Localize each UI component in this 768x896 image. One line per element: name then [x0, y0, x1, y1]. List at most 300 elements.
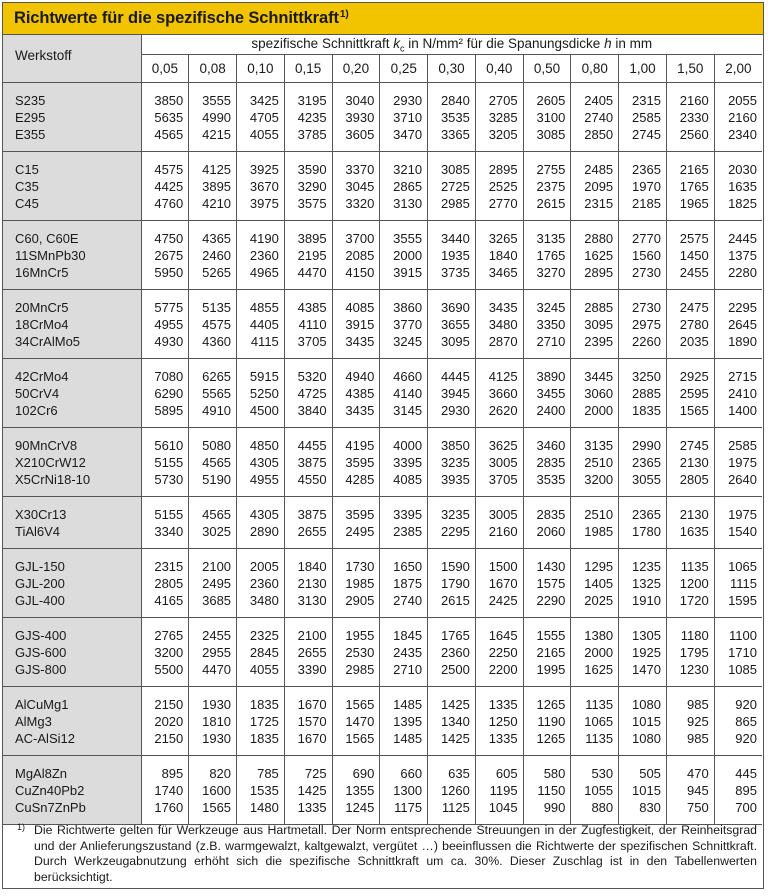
- value-cell: [189, 221, 237, 290]
- force-value: 1245: [345, 799, 375, 815]
- force-value: 3460: [536, 437, 566, 453]
- force-value: 2250: [488, 644, 518, 660]
- force-value: 2905: [345, 592, 375, 608]
- force-value: 925: [686, 713, 709, 729]
- force-value: 2990: [632, 437, 661, 453]
- force-value: 3270: [536, 264, 566, 280]
- material-names-cell: [3, 756, 141, 825]
- force-value: 2575: [679, 230, 709, 246]
- force-value: 2405: [584, 92, 614, 108]
- value-cell: [332, 359, 380, 428]
- force-value: 1560: [632, 247, 661, 263]
- force-value: 2560: [679, 126, 709, 142]
- force-value: 3595: [345, 454, 375, 470]
- force-value: 1995: [536, 661, 566, 677]
- value-cell: [380, 618, 428, 687]
- value-cell: [237, 221, 285, 290]
- force-value: 4285: [345, 471, 375, 487]
- force-value: 1930: [202, 696, 232, 712]
- force-value: 1260: [440, 782, 470, 798]
- value-cell: [666, 221, 714, 290]
- force-value: 1015: [632, 782, 661, 798]
- material-names-cell: [3, 687, 141, 756]
- force-value: 2745: [632, 126, 661, 142]
- value-cell: [237, 497, 285, 549]
- value-cell: [284, 497, 332, 549]
- value-cell: [619, 152, 667, 221]
- value-cell: [189, 549, 237, 618]
- force-value: 4550: [297, 471, 327, 487]
- force-value: 470: [686, 765, 709, 781]
- force-value: 2740: [584, 109, 614, 125]
- material-names-cell: [3, 618, 141, 687]
- thickness-header-cell: 0,15: [284, 55, 332, 83]
- force-value: 1375: [728, 247, 757, 263]
- force-value: 3195: [297, 92, 327, 108]
- force-value: 1485: [393, 696, 423, 712]
- material-name: C60, C60E: [15, 230, 79, 246]
- value-cell: [284, 618, 332, 687]
- force-value: 2435: [393, 644, 423, 660]
- force-value: 1200: [679, 575, 709, 591]
- value-cell: [237, 290, 285, 359]
- force-value: 4190: [249, 230, 279, 246]
- force-value: 2880: [584, 230, 614, 246]
- value-cell: [619, 497, 667, 549]
- force-value: 2485: [584, 161, 614, 177]
- force-value: 1780: [632, 523, 661, 539]
- force-value: 1150: [537, 782, 566, 798]
- force-value: 1195: [489, 782, 518, 798]
- material-name: AlCuMg1: [15, 696, 69, 712]
- force-value: 1480: [249, 799, 279, 815]
- force-value: 2185: [632, 195, 661, 211]
- material-name: 42CrMo4: [15, 368, 69, 384]
- force-value: 3390: [297, 661, 327, 677]
- value-cell: [714, 221, 762, 290]
- force-value: 1840: [297, 558, 327, 574]
- value-cell: [475, 618, 523, 687]
- force-value: 4910: [202, 402, 232, 418]
- force-value: 1760: [154, 799, 184, 815]
- force-value: 2770: [488, 195, 518, 211]
- force-value: 2885: [584, 299, 614, 315]
- value-cell: [237, 152, 285, 221]
- force-value: 1015: [632, 713, 661, 729]
- force-value: 4940: [345, 368, 375, 384]
- force-value: 1055: [584, 782, 614, 798]
- force-value: 1670: [488, 575, 518, 591]
- force-value: 3130: [393, 195, 423, 211]
- value-cell: [475, 549, 523, 618]
- value-cell: [189, 756, 237, 825]
- force-value: 5565: [202, 385, 232, 401]
- force-value: 3895: [297, 230, 327, 246]
- force-value: 445: [735, 765, 757, 781]
- force-value: 3395: [393, 454, 423, 470]
- force-value: 1355: [345, 782, 375, 798]
- force-value: 1325: [632, 575, 661, 591]
- value-cell: [475, 359, 523, 428]
- force-value: 2290: [536, 592, 566, 608]
- force-value: 3285: [488, 109, 518, 125]
- material-name: GJL-150: [15, 558, 65, 574]
- value-cell: [237, 83, 285, 152]
- value-cell: [284, 359, 332, 428]
- force-value: 3595: [345, 506, 375, 522]
- force-value: 2195: [297, 247, 327, 263]
- force-value: 2055: [728, 92, 757, 108]
- force-value: 5135: [202, 299, 232, 315]
- force-value: 945: [686, 782, 709, 798]
- force-value: 2315: [154, 558, 184, 574]
- force-value: 2100: [297, 627, 327, 643]
- value-cell: [284, 549, 332, 618]
- material-group-row: [3, 152, 762, 221]
- force-value: 2730: [632, 264, 661, 280]
- force-value: 2100: [202, 558, 232, 574]
- force-value: 2925: [679, 368, 709, 384]
- force-value: 2165: [679, 161, 709, 177]
- value-cell: [141, 359, 189, 428]
- force-value: 2365: [632, 161, 661, 177]
- force-value: 1725: [249, 713, 279, 729]
- force-value: 2130: [679, 454, 709, 470]
- value-cell: [571, 756, 619, 825]
- value-cell: [714, 549, 762, 618]
- force-value: 3040: [345, 92, 375, 108]
- force-value: 1470: [632, 661, 661, 677]
- force-value: 2160: [488, 523, 518, 539]
- force-value: 2780: [679, 316, 709, 332]
- force-value: 3710: [393, 109, 423, 125]
- footnote-mark: 1): [17, 822, 26, 832]
- force-value: 1250: [488, 713, 518, 729]
- force-value: 3425: [249, 92, 279, 108]
- force-value: 3915: [345, 316, 375, 332]
- force-value: 2130: [679, 506, 709, 522]
- force-value: 3700: [345, 230, 375, 246]
- force-value: 3340: [154, 523, 184, 539]
- force-value: 880: [591, 799, 614, 815]
- force-value: 5775: [154, 299, 184, 315]
- force-value: 2020: [154, 713, 184, 729]
- force-value: 1625: [584, 661, 614, 677]
- value-cell: [475, 290, 523, 359]
- material-name: AC-AlSi12: [15, 730, 75, 746]
- force-value: 1925: [632, 644, 661, 660]
- force-value: 2865: [393, 178, 423, 194]
- force-value: 2360: [249, 575, 279, 591]
- force-value: 3145: [393, 402, 423, 418]
- force-value: 1985: [345, 575, 375, 591]
- material-name: CuSn7ZnPb: [15, 799, 86, 815]
- value-cell: [428, 359, 476, 428]
- table-frame: [2, 2, 764, 889]
- value-cell: [332, 152, 380, 221]
- force-value: 7080: [154, 368, 184, 384]
- force-value: 3705: [297, 333, 327, 349]
- force-value: 4760: [154, 195, 184, 211]
- force-value: 1890: [728, 333, 757, 349]
- force-value: 4385: [345, 385, 375, 401]
- force-value: 1235: [632, 558, 661, 574]
- material-name: GJS-800: [15, 661, 67, 677]
- force-value: 1135: [585, 730, 614, 746]
- force-value: 2985: [345, 661, 375, 677]
- force-value: 2835: [536, 454, 566, 470]
- material-group-row: [3, 687, 762, 756]
- force-value: 3975: [249, 195, 279, 211]
- force-value: 2840: [440, 92, 470, 108]
- value-cell: [475, 756, 523, 825]
- title-footnote-mark: 1): [339, 9, 349, 20]
- force-value: 1985: [584, 523, 614, 539]
- value-cell: [237, 618, 285, 687]
- force-value: 4085: [345, 299, 375, 315]
- cutting-force-table: [3, 35, 762, 825]
- force-value: 1305: [632, 627, 661, 643]
- force-value: 4165: [154, 592, 184, 608]
- force-value: 1845: [393, 627, 423, 643]
- force-value: 1955: [345, 627, 375, 643]
- force-value: 2000: [584, 644, 614, 660]
- force-value: 2460: [202, 247, 232, 263]
- force-value: 1425: [440, 696, 470, 712]
- value-cell: [475, 687, 523, 756]
- force-value: 4305: [249, 506, 279, 522]
- material-name: GJL-400: [15, 592, 65, 608]
- force-value: 1835: [249, 696, 279, 712]
- force-value: 1135: [680, 558, 709, 574]
- force-value: 2930: [393, 92, 423, 108]
- value-cell: [141, 290, 189, 359]
- force-value: 1570: [297, 713, 327, 729]
- force-value: 1975: [728, 454, 757, 470]
- force-value: 2085: [345, 247, 375, 263]
- force-value: 2150: [154, 730, 184, 746]
- force-value: 1965: [679, 195, 709, 211]
- value-cell: [380, 290, 428, 359]
- force-value: 3250: [632, 368, 661, 384]
- thickness-header-cell: 2,00: [714, 55, 762, 83]
- value-cell: [141, 756, 189, 825]
- force-value: 3245: [393, 333, 423, 349]
- value-cell: [666, 497, 714, 549]
- force-value: 1765: [440, 627, 470, 643]
- force-value: 3130: [297, 592, 327, 608]
- value-cell: [284, 83, 332, 152]
- value-cell: [523, 618, 571, 687]
- value-cell: [523, 497, 571, 549]
- force-value: 4565: [154, 126, 184, 142]
- force-value: 690: [352, 765, 375, 781]
- force-value: 4855: [249, 299, 279, 315]
- material-name: CuZn40Pb2: [15, 782, 85, 798]
- force-value: 4115: [250, 333, 279, 349]
- material-name: X210CrW12: [15, 454, 86, 470]
- force-value: 3945: [440, 385, 470, 401]
- force-value: 1340: [440, 713, 470, 729]
- force-value: 2895: [584, 264, 614, 280]
- material-name: C45: [15, 195, 39, 211]
- force-value: 1405: [584, 575, 614, 591]
- force-value: 3625: [488, 437, 518, 453]
- force-value: 1635: [679, 523, 709, 539]
- force-value: 3235: [440, 454, 470, 470]
- material-names-cell: [3, 497, 141, 549]
- value-cell: [523, 290, 571, 359]
- value-cell: [284, 428, 332, 497]
- value-cell: [189, 83, 237, 152]
- value-cell: [571, 497, 619, 549]
- force-value: 1740: [154, 782, 184, 798]
- value-cell: [141, 83, 189, 152]
- force-value: 3535: [536, 471, 566, 487]
- thickness-header-cell: 0,30: [428, 55, 476, 83]
- force-value: 1795: [679, 644, 709, 660]
- value-cell: [523, 428, 571, 497]
- force-value: 2985: [440, 195, 470, 211]
- value-cell: [475, 428, 523, 497]
- force-value: 2060: [536, 523, 566, 539]
- force-value: 2845: [249, 644, 279, 660]
- force-value: 1395: [393, 713, 423, 729]
- force-value: 1930: [202, 730, 232, 746]
- title-label: Richtwerte für die spezifische Schnittkraft: [14, 9, 339, 27]
- force-value: 4565: [202, 506, 232, 522]
- force-value: 4140: [393, 385, 423, 401]
- value-cell: [380, 359, 428, 428]
- value-cell: [332, 756, 380, 825]
- value-cell: [428, 687, 476, 756]
- value-cell: [666, 152, 714, 221]
- force-value: 1125: [441, 799, 470, 815]
- value-cell: [714, 497, 762, 549]
- thickness-header-cell: 0,40: [475, 55, 523, 83]
- force-value: 1335: [297, 799, 327, 815]
- force-value: 1595: [728, 592, 757, 608]
- value-cell: [380, 687, 428, 756]
- force-value: 3590: [297, 161, 327, 177]
- thickness-header-cell: 0,08: [189, 55, 237, 83]
- material-name: 18CrMo4: [15, 316, 69, 332]
- force-value: 1425: [440, 730, 470, 746]
- force-value: 2710: [393, 661, 423, 677]
- value-cell: [619, 359, 667, 428]
- force-value: 3935: [440, 471, 470, 487]
- force-value: 820: [209, 765, 232, 781]
- force-value: 920: [735, 696, 757, 712]
- force-value: 1840: [488, 247, 518, 263]
- value-cell: [475, 152, 523, 221]
- force-value: 785: [257, 765, 279, 781]
- material-name: TiAl6V4: [15, 523, 61, 539]
- force-value: 2530: [345, 644, 375, 660]
- value-cell: [523, 359, 571, 428]
- force-value: 2000: [393, 247, 423, 263]
- force-value: 3265: [488, 230, 518, 246]
- force-value: 2130: [297, 575, 327, 591]
- material-name: AlMg3: [15, 713, 52, 729]
- force-value: 2620: [488, 402, 518, 418]
- value-cell: [428, 756, 476, 825]
- force-value: 3200: [154, 644, 184, 660]
- value-cell: [523, 549, 571, 618]
- force-value: 3705: [488, 471, 518, 487]
- force-value: 1730: [345, 558, 375, 574]
- force-value: 3095: [584, 316, 614, 332]
- force-value: 3875: [297, 454, 327, 470]
- force-value: 1265: [536, 696, 566, 712]
- material-name: MgAl8Zn: [15, 765, 68, 781]
- value-cell: [666, 618, 714, 687]
- force-value: 3210: [393, 161, 423, 177]
- force-value: 2770: [632, 230, 661, 246]
- force-value: 3395: [393, 506, 423, 522]
- force-value: 3465: [488, 264, 518, 280]
- value-cell: [714, 618, 762, 687]
- force-value: 2890: [249, 523, 279, 539]
- force-value: 2030: [728, 161, 757, 177]
- value-cell: [523, 152, 571, 221]
- material-name: 102Cr6: [15, 402, 58, 418]
- force-value: 2455: [679, 264, 709, 280]
- force-value: 3850: [154, 92, 184, 108]
- force-value: 1555: [536, 627, 566, 643]
- force-value: 5250: [249, 385, 279, 401]
- force-value: 2805: [154, 575, 184, 591]
- force-value: 1430: [536, 558, 566, 574]
- force-value: 6290: [154, 385, 184, 401]
- value-cell: [571, 359, 619, 428]
- force-value: 1565: [345, 730, 375, 746]
- force-value: 5635: [154, 109, 184, 125]
- value-cell: [571, 152, 619, 221]
- value-cell: [332, 83, 380, 152]
- force-value: 1635: [728, 178, 757, 194]
- material-group-row: [3, 290, 762, 359]
- force-value: 2455: [202, 627, 232, 643]
- material-name: E295: [15, 109, 46, 125]
- force-value: 2895: [488, 161, 518, 177]
- force-value: 3770: [393, 316, 423, 332]
- value-cell: [714, 756, 762, 825]
- material-group-row: [3, 549, 762, 618]
- force-value: 2340: [728, 126, 757, 142]
- value-cell: [189, 618, 237, 687]
- value-cell: [666, 756, 714, 825]
- force-value: 3685: [202, 592, 232, 608]
- force-value: 2160: [679, 92, 709, 108]
- force-value: 1065: [584, 713, 614, 729]
- thickness-header-cell: 0,10: [237, 55, 285, 83]
- value-cell: [571, 428, 619, 497]
- force-value: 2745: [679, 437, 709, 453]
- force-value: 2095: [584, 178, 614, 194]
- force-value: 1380: [584, 627, 614, 643]
- thickness-header-cell: 0,50: [523, 55, 571, 83]
- material-name: GJS-600: [15, 644, 67, 660]
- value-cell: [284, 687, 332, 756]
- value-cell: [666, 290, 714, 359]
- force-value: 1720: [679, 592, 709, 608]
- force-value: 3875: [297, 506, 327, 522]
- force-value: 2035: [679, 333, 709, 349]
- force-value: 3045: [345, 178, 375, 194]
- value-cell: [380, 83, 428, 152]
- material-name: 34CrAlMo5: [15, 333, 81, 349]
